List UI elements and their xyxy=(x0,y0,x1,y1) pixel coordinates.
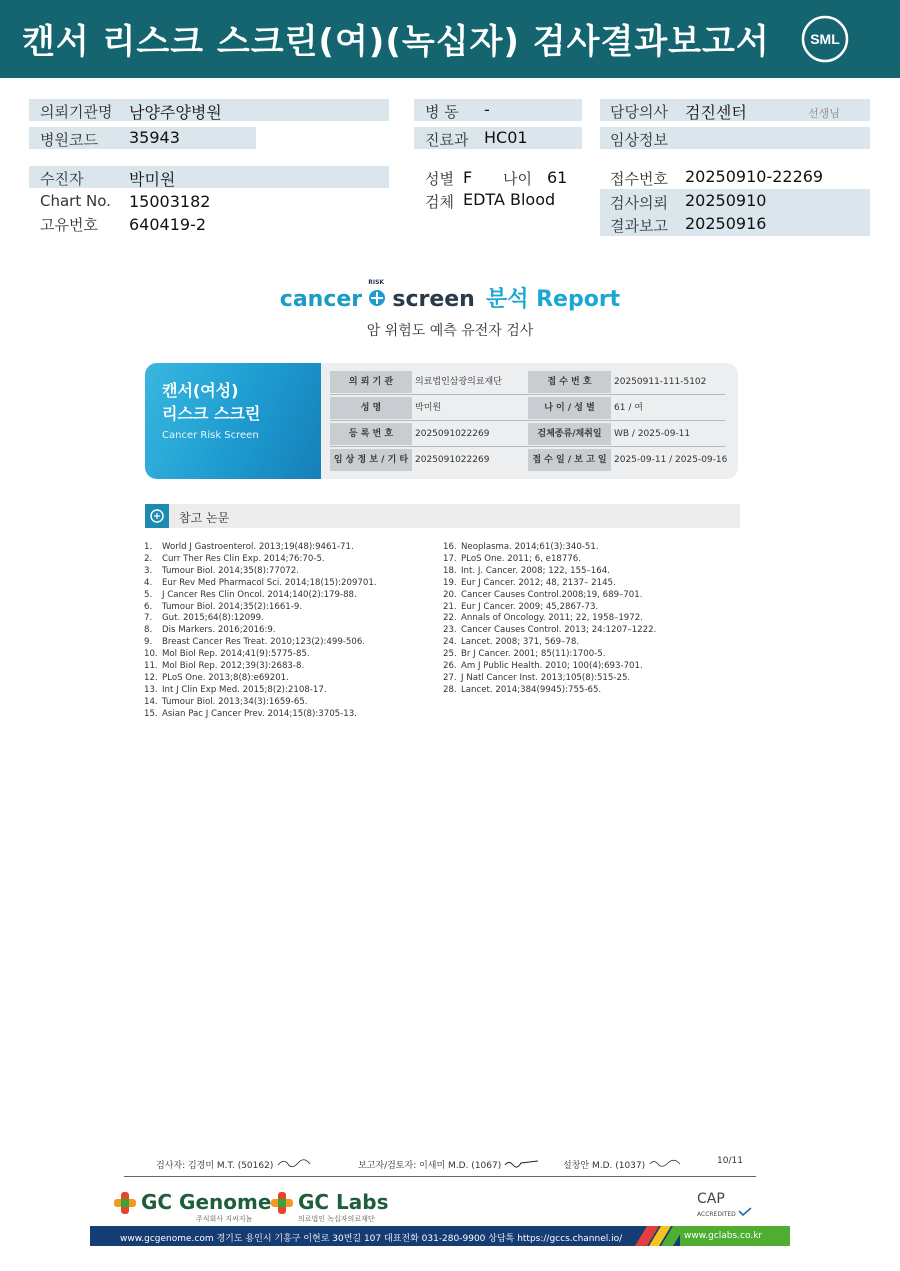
ref-text: Int J Clin Exp Med. 2015;8(2):2108-17. xyxy=(162,684,327,695)
reference-item xyxy=(443,625,656,637)
reporter-signature xyxy=(358,1158,540,1171)
age-value: 61 xyxy=(547,168,568,187)
ref-num: 18. xyxy=(443,565,457,576)
reference-item xyxy=(144,542,377,554)
ref-num: 24. xyxy=(443,637,457,648)
reception-label: 접수번호 xyxy=(610,170,668,188)
reference-item xyxy=(144,590,377,602)
gc-labs-name: GC Labs xyxy=(298,1190,389,1214)
ref-num: 20. xyxy=(443,589,457,600)
sex-value: F xyxy=(463,168,473,187)
specimen-label: 검체 xyxy=(425,193,454,211)
info-card xyxy=(145,363,738,479)
card-divider xyxy=(330,394,725,395)
recipient-label: 수진자 xyxy=(40,170,84,188)
ref-text: Asian Pac J Cancer Prev. 2014;15(8):3705-13. xyxy=(162,708,357,719)
risk-target-icon xyxy=(367,279,387,308)
cap-check-icon xyxy=(738,1207,752,1216)
institution-label: 의뢰기관명 xyxy=(40,103,113,121)
reporter-text: 보고자/검토자: 이새미 M.D. (1067) xyxy=(358,1161,502,1171)
ward-value: - xyxy=(484,100,490,119)
doctor-value: 검진센터 xyxy=(685,103,747,122)
ward-label: 병 동 xyxy=(425,103,459,121)
ref-num: 23. xyxy=(443,625,457,636)
card-key: 검체종류/채취일 xyxy=(528,423,611,445)
cap-accredited xyxy=(697,1207,752,1218)
ref-num: 26. xyxy=(443,661,457,672)
ref-num: 6. xyxy=(144,601,153,612)
references-right-list xyxy=(443,542,656,697)
ref-num: 12. xyxy=(144,672,158,683)
reference-item xyxy=(443,673,656,685)
report-subtitle: 암 위험도 예측 유전자 검사 xyxy=(366,323,534,339)
ref-num: 3. xyxy=(144,565,153,576)
ref-text: Eur Rev Med Pharmacol Sci. 2014;18(15):209701. xyxy=(162,577,377,588)
ref-text: Breast Cancer Res Treat. 2010;123(2):499-506. xyxy=(162,637,366,648)
clinical-info-label: 임상정보 xyxy=(610,131,668,149)
reference-item xyxy=(144,613,377,625)
ref-text: Cancer Causes Control.2008;19, 689–701. xyxy=(461,589,643,600)
recipient-value: 박미원 xyxy=(129,170,176,189)
ref-num: 8. xyxy=(144,625,153,636)
third-sign-mark xyxy=(648,1158,688,1168)
ref-text: Eur J Cancer. 2012; 48, 2137– 2145. xyxy=(461,577,616,588)
reference-item xyxy=(144,649,377,661)
doctor-suffix: 선생님 xyxy=(808,107,840,120)
website-link[interactable]: www.gclabs.co.kr xyxy=(684,1231,763,1241)
sml-logo-text: SML xyxy=(810,31,840,47)
examiner-text: 검사자: 김경미 M.T. (50162) xyxy=(156,1161,274,1171)
card-value: 61 / 여 xyxy=(614,403,643,413)
ref-num: 1. xyxy=(144,542,153,552)
reference-item xyxy=(144,625,377,637)
ref-text: Curr Ther Res Clin Exp. 2014;76:70-5. xyxy=(162,553,325,564)
reporter-sign-mark xyxy=(504,1158,540,1168)
ref-num: 28. xyxy=(443,684,457,695)
reference-item xyxy=(443,554,656,566)
reference-item xyxy=(144,602,377,614)
gc-genome-name: GC Genome xyxy=(141,1190,272,1214)
card-key: 임 상 정 보 / 기 타 xyxy=(330,449,412,471)
reference-item xyxy=(443,661,656,673)
ref-num: 25. xyxy=(443,649,457,660)
reference-item xyxy=(443,566,656,578)
cap-accredited-text: ACCREDITED xyxy=(697,1211,736,1218)
references-title: 참고 논문 xyxy=(179,511,230,525)
ref-text: PLoS One. 2011; 6, e18776. xyxy=(461,553,582,564)
references-left-list xyxy=(144,542,377,721)
card-value: 박미원 xyxy=(415,403,442,413)
reference-item xyxy=(144,685,377,697)
brand-report: 분석 Report xyxy=(485,287,621,312)
doctor-label: 담당의사 xyxy=(610,103,668,121)
specimen-value: EDTA Blood xyxy=(463,190,556,209)
ref-text: Tumour Biol. 2013;34(3):1659-65. xyxy=(162,696,308,707)
ref-text: Lancet. 2008; 371, 569–78. xyxy=(461,637,580,648)
reference-item xyxy=(144,554,377,566)
brand-screen: screen xyxy=(392,287,475,312)
reference-item xyxy=(144,673,377,685)
card-value: 20250911-111-5102 xyxy=(614,377,707,387)
references-header xyxy=(145,504,740,528)
reference-item xyxy=(443,637,656,649)
reference-item xyxy=(443,590,656,602)
card-key: 나 이 / 성 별 xyxy=(528,397,611,419)
gc-genome-sub: 주식회사 지씨지놈 xyxy=(196,1215,253,1223)
ref-num: 22. xyxy=(443,613,457,624)
hospital-code-value: 35943 xyxy=(129,128,180,147)
reception-value: 20250910-22269 xyxy=(685,167,824,186)
card-key: 접 수 일 / 보 고 일 xyxy=(528,449,611,471)
unique-no-label: 고유번호 xyxy=(40,216,98,234)
ref-text: J Natl Cancer Inst. 2013;105(8):515-25. xyxy=(461,672,631,683)
report-date-value: 20250916 xyxy=(685,214,767,233)
reference-item xyxy=(144,578,377,590)
chart-no-label: Chart No. xyxy=(40,192,111,210)
card-divider xyxy=(330,446,725,447)
ref-num: 19. xyxy=(443,577,457,588)
page-number: 10/11 xyxy=(717,1156,743,1166)
report-title: 캔서 리스크 스크린(여)(녹십자) 검사결과보고서 xyxy=(22,22,770,62)
card-value: 의료법인삼광의료재단 xyxy=(415,377,502,387)
ref-text: Br J Cancer. 2001; 85(11):1700-5. xyxy=(461,649,606,660)
ref-num: 5. xyxy=(144,589,153,600)
reference-item xyxy=(144,697,377,709)
reference-item xyxy=(443,542,656,554)
sex-label: 성별 xyxy=(425,170,454,188)
department-value: HC01 xyxy=(484,128,528,147)
reference-item xyxy=(443,685,656,697)
examiner-sign-mark xyxy=(276,1158,316,1168)
reference-item xyxy=(144,566,377,578)
ref-num: 11. xyxy=(144,661,158,672)
ref-num: 13. xyxy=(144,684,158,695)
ref-text: Tumour Biol. 2014;35(8):77072. xyxy=(162,565,299,576)
card-title-line1: 캔서(여성) xyxy=(162,381,239,400)
ref-text: Annals of Oncology. 2011; 22, 1958–1972. xyxy=(461,613,643,624)
reference-item xyxy=(443,613,656,625)
reference-item xyxy=(443,578,656,590)
card-value: 2025091022269 xyxy=(415,429,490,439)
ref-num: 14. xyxy=(144,696,158,707)
ref-text: PLoS One. 2013;8(8):e69201. xyxy=(162,672,289,683)
gc-genome-cross-icon xyxy=(113,1191,137,1215)
ref-text: Lancet. 2014;384(9945):755-65. xyxy=(461,684,602,695)
reference-item xyxy=(443,602,656,614)
age-label: 나이 xyxy=(503,170,532,188)
reference-item xyxy=(144,709,377,721)
request-label: 검사의뢰 xyxy=(610,194,668,212)
ref-text: Gut. 2015;64(8):12099. xyxy=(162,613,264,624)
examiner-signature xyxy=(156,1158,316,1171)
department-label: 진료과 xyxy=(425,131,469,149)
reference-item xyxy=(144,661,377,673)
ref-text: Mol Biol Rep. 2014;41(9):5775-85. xyxy=(162,649,310,660)
ref-text: Am J Public Health. 2010; 100(4):693-701. xyxy=(461,661,643,672)
sml-logo xyxy=(800,14,850,64)
ref-num: 9. xyxy=(144,637,153,648)
chart-no-value: 15003182 xyxy=(129,192,211,211)
ref-text: Cancer Causes Control. 2013; 24:1207–1222. xyxy=(461,625,657,636)
cap-logo xyxy=(697,1191,725,1207)
ref-text: Dis Markers. 2016;2016:9. xyxy=(162,625,276,636)
card-value: 2025-09-11 / 2025-09-16 xyxy=(614,455,728,465)
gc-labs-cross-icon xyxy=(270,1191,294,1215)
card-divider xyxy=(330,420,725,421)
ref-text: Int. J. Cancer. 2008; 122, 155–164. xyxy=(461,565,610,576)
request-value: 20250910 xyxy=(685,191,767,210)
ref-num: 2. xyxy=(144,553,153,564)
footer-divider xyxy=(124,1176,756,1177)
ref-num: 4. xyxy=(144,577,153,588)
unique-no-value: 640419-2 xyxy=(129,215,207,234)
third-text: 설창안 M.D. (1037) xyxy=(563,1161,646,1171)
ref-text: World J Gastroenterol. 2013;19(48):9461-71. xyxy=(162,542,354,552)
hospital-code-label: 병원코드 xyxy=(40,131,98,149)
ref-num: 15. xyxy=(144,708,158,719)
report-date-label: 결과보고 xyxy=(610,217,668,235)
brand-cancer: cancer xyxy=(279,287,363,312)
ref-text: J Cancer Res Clin Oncol. 2014;140(2):179-88. xyxy=(162,589,357,600)
ref-text: Neoplasma. 2014;61(3):340-51. xyxy=(461,542,599,552)
reference-item xyxy=(144,637,377,649)
ref-text: Mol Biol Rep. 2012;39(3):2683-8. xyxy=(162,661,305,672)
ref-num: 7. xyxy=(144,613,153,624)
cap-logo-text: CAP xyxy=(697,1191,725,1207)
card-key: 등 록 번 호 xyxy=(330,423,412,445)
ref-text: Eur J Cancer. 2009; 45,2867-73. xyxy=(461,601,599,612)
brand-risk: RISK xyxy=(368,279,385,286)
report-brand xyxy=(0,279,900,313)
ref-num: 21. xyxy=(443,601,457,612)
card-key: 성 명 xyxy=(330,397,412,419)
address-bar-stripes xyxy=(625,1226,685,1246)
card-value: 2025091022269 xyxy=(415,455,490,465)
ref-num: 16. xyxy=(443,542,457,552)
card-value: WB / 2025-09-11 xyxy=(614,429,691,439)
third-signature xyxy=(563,1158,688,1171)
gc-labs-sub: 의료법인 녹십자의료재단 xyxy=(298,1215,375,1223)
address-text: www.gcgenome.com 경기도 용인시 기흥구 이현로 30번길 107 대표전화 031-280-9900 상담톡 https://gccs.channel.io/ xyxy=(120,1234,623,1244)
ref-num: 10. xyxy=(144,649,158,660)
card-title-en: Cancer Risk Screen xyxy=(162,430,259,441)
reference-item xyxy=(443,649,656,661)
institution-value: 남양주양병원 xyxy=(129,103,222,122)
card-title-line2: 리스크 스크린 xyxy=(162,404,261,423)
card-key: 의 뢰 기 관 xyxy=(330,371,412,393)
ref-num: 17. xyxy=(443,553,457,564)
references-icon xyxy=(145,504,169,528)
ref-num: 27. xyxy=(443,672,457,683)
card-key: 접 수 번 호 xyxy=(528,371,611,393)
ref-text: Tumour Biol. 2014;35(2):1661-9. xyxy=(162,601,303,612)
